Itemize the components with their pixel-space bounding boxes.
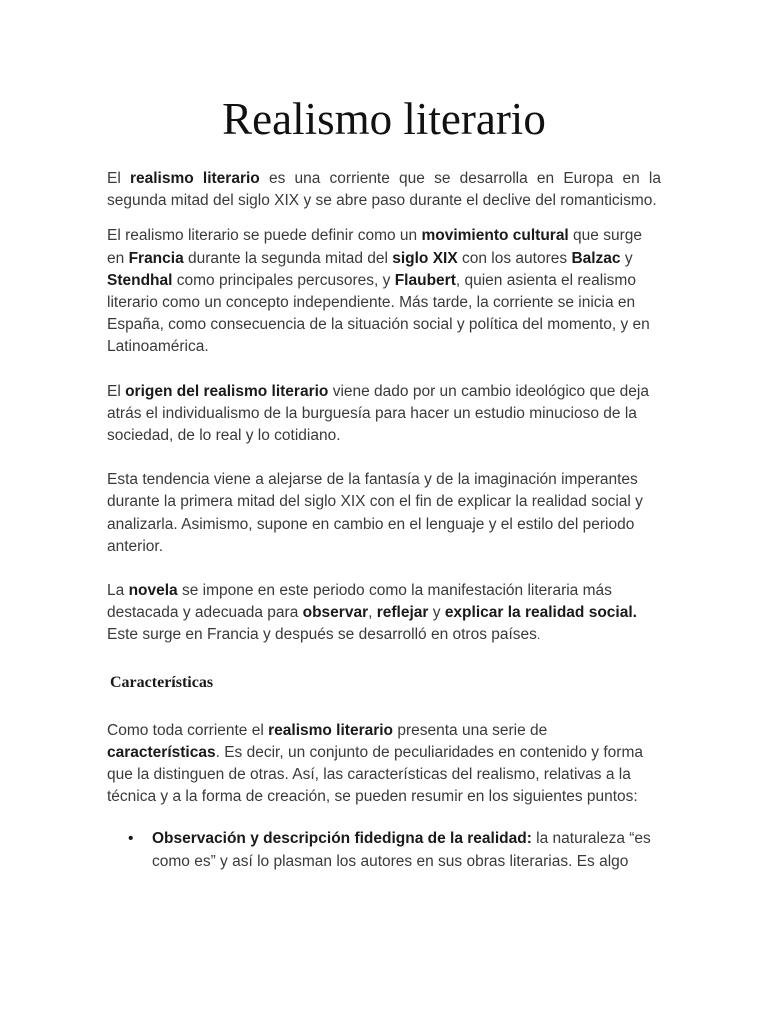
bold-term: Francia xyxy=(128,249,184,267)
text-run: , quien asienta el realismo literario como un concepto independiente. Más tarde, la corriente se inicia en España, como consecuencia de la situación social y política del momento, y en Latinoamérica. xyxy=(107,271,650,356)
bullet-icon: • xyxy=(128,830,134,848)
text-run: Este surge en Francia y después se desarrolló en otros países xyxy=(107,626,537,644)
paragraph-tendency: Esta tendencia viene a alejarse de la fantasía y de la imaginación imperantes durante la primera mitad del siglo XIX con el fin de explicar la realidad social y analizarla. Asimismo, supone en cambio en el lenguaje y el estilo del periodo anterior. xyxy=(107,471,643,555)
text-run: que surge en xyxy=(107,227,642,267)
text-run: El realismo literario se puede definir como un xyxy=(107,227,422,245)
text-run: El xyxy=(107,170,130,187)
paragraph-origin xyxy=(107,381,661,448)
bold-term: observar xyxy=(302,604,369,622)
bold-term: Flaubert xyxy=(394,271,456,289)
paragraph-intro xyxy=(107,168,661,212)
bold-term: Observación y descripción fidedigna de la realidad: xyxy=(152,830,532,848)
text-run: El xyxy=(107,382,126,400)
text-run: como principales percusores, y xyxy=(172,271,395,289)
bullet-list xyxy=(107,828,661,872)
bold-term: siglo XIX xyxy=(392,249,458,267)
text-run: se impone en este periodo como la manifestación literaria más destacada y adecuada para xyxy=(107,582,612,622)
list-item xyxy=(128,828,661,872)
bold-term: explicar la realidad social. xyxy=(444,604,637,622)
section-heading: Características xyxy=(110,673,214,691)
text-run: y xyxy=(428,604,445,622)
text-run: , xyxy=(368,604,377,622)
bold-term: Stendhal xyxy=(107,271,173,289)
paragraph-definition xyxy=(107,225,661,358)
text-run: durante la segunda mitad del xyxy=(183,249,393,267)
text-run: viene dado por un cambio ideológico que deja atrás el individualismo de la burguesía para hacer un estudio minucioso de la sociedad, de lo real y lo cotidiano. xyxy=(107,382,649,445)
paragraph-characteristics xyxy=(107,720,661,809)
bold-term: características xyxy=(107,743,216,761)
paragraph-novel xyxy=(107,580,661,647)
text-run: . Es decir, un conjunto de peculiaridades en contenido y forma que la distinguen de otras. Así, las características del realismo, relativas a la técnica y a la forma de creación, se pueden resumir en los siguientes puntos: xyxy=(107,743,643,806)
text-run: y xyxy=(620,249,633,267)
bold-term: origen del realismo literario xyxy=(125,382,329,400)
text-run: la naturaleza “es como es” y así lo plasman los autores en sus obras literarias. Es algo xyxy=(152,830,651,870)
bold-term: movimiento cultural xyxy=(421,227,569,245)
text-run: Como toda corriente el xyxy=(107,721,269,739)
text-run: La xyxy=(107,582,129,600)
bold-term: realismo literario xyxy=(268,721,394,739)
bold-term: reflejar xyxy=(376,604,429,622)
text-run: . xyxy=(536,628,541,643)
bold-term: realismo literario xyxy=(129,170,260,187)
text-run: presenta una serie de xyxy=(393,721,548,739)
bold-term: novela xyxy=(128,582,178,600)
text-run: con los autores xyxy=(457,249,572,267)
document-title: Realismo literario xyxy=(222,94,546,144)
text-run: es una corriente que se desarrolla en Europa en la segunda mitad del siglo XIX y se abre paso durante el declive del romanticismo. xyxy=(107,170,661,210)
bold-term: Balzac xyxy=(571,249,621,267)
